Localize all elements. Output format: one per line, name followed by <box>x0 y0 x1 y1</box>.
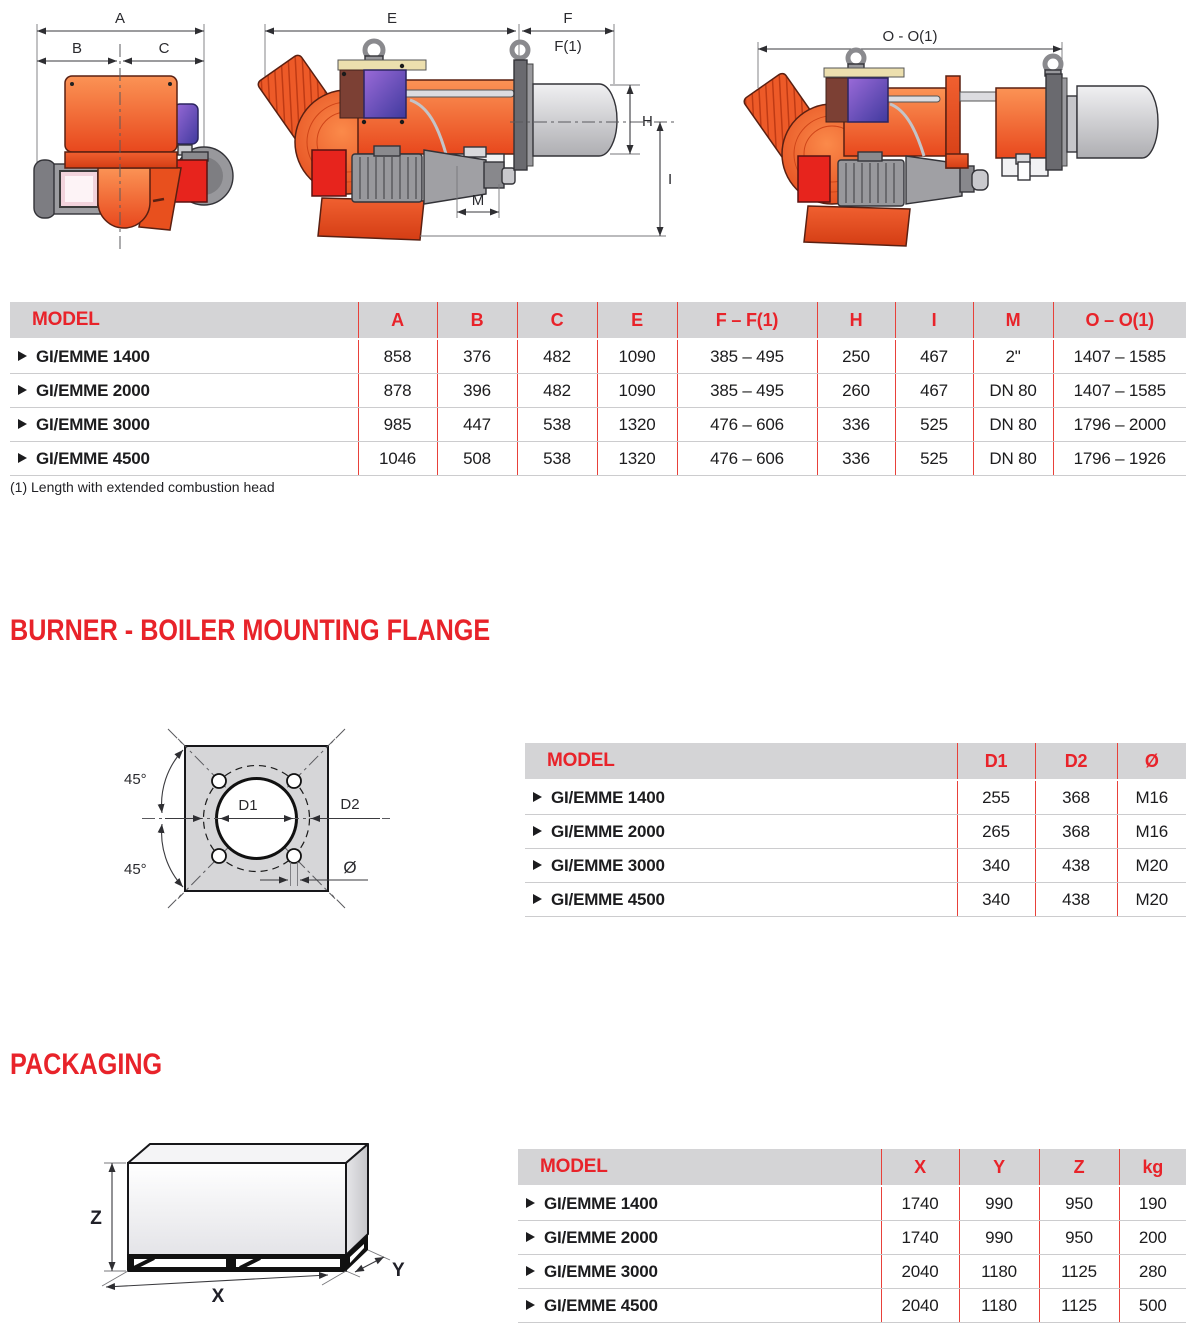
model-label: GI/EMME 1400 <box>544 1193 658 1213</box>
table-cell: 467 <box>895 339 973 374</box>
triangle-bullet-icon <box>18 453 27 463</box>
table-cell: 368 <box>1035 780 1117 815</box>
dim-label-b: B <box>71 40 83 57</box>
model-cell <box>525 883 957 917</box>
table-cell: 385 – 495 <box>677 374 817 408</box>
table-cell: 525 <box>895 442 973 476</box>
table-cell: 538 <box>517 442 597 476</box>
table-cell: DN 80 <box>973 408 1053 442</box>
dim-label-z: Z <box>90 1208 102 1229</box>
dimensions-table-wrap <box>10 302 1186 476</box>
table-cell: 385 – 495 <box>677 339 817 374</box>
table-cell: 1180 <box>959 1289 1039 1323</box>
triangle-bullet-icon <box>526 1266 535 1276</box>
column-header-b: B <box>437 302 517 339</box>
triangle-bullet-icon <box>526 1300 535 1310</box>
dim-label-e: E <box>386 10 398 27</box>
burner-front-view-drawing <box>22 4 247 259</box>
triangle-bullet-icon <box>533 860 542 870</box>
column-header-e: E <box>597 302 677 339</box>
table-row <box>10 408 1186 442</box>
triangle-bullet-icon <box>526 1232 535 1242</box>
table-cell: 482 <box>517 374 597 408</box>
model-label: GI/EMME 2000 <box>36 380 150 400</box>
table-cell: 1740 <box>881 1221 959 1255</box>
column-header-h: H <box>817 302 895 339</box>
table-cell: 1407 – 1585 <box>1053 374 1186 408</box>
table-cell: 190 <box>1119 1186 1186 1221</box>
model-cell <box>518 1255 881 1289</box>
table-cell: 508 <box>437 442 517 476</box>
dim-label-x: X <box>211 1286 225 1307</box>
triangle-bullet-icon <box>533 894 542 904</box>
triangle-bullet-icon <box>18 385 27 395</box>
model-cell <box>518 1289 881 1323</box>
table-cell: 340 <box>957 883 1035 917</box>
flange-table-wrap <box>525 743 1186 917</box>
table-cell: 280 <box>1119 1255 1186 1289</box>
table-cell: 1125 <box>1039 1289 1119 1323</box>
packaging-table-wrap <box>518 1149 1186 1323</box>
packaging-table <box>518 1149 1186 1323</box>
table-cell: 467 <box>895 374 973 408</box>
table-cell: 250 <box>817 339 895 374</box>
dimensions-table <box>10 302 1186 476</box>
table-cell: 1090 <box>597 339 677 374</box>
table-cell: 438 <box>1035 849 1117 883</box>
table-cell: M20 <box>1117 883 1186 917</box>
column-header-d2: D2 <box>1035 743 1117 780</box>
dim-label-m: M <box>471 192 485 209</box>
table-cell: 265 <box>957 815 1035 849</box>
table-cell: DN 80 <box>973 442 1053 476</box>
angle-label-top: 45° <box>124 771 147 788</box>
flange-table <box>525 743 1186 917</box>
table-cell: 538 <box>517 408 597 442</box>
model-label: GI/EMME 4500 <box>544 1295 658 1315</box>
column-header-a: A <box>358 302 437 339</box>
table-cell: 396 <box>437 374 517 408</box>
table-header-row <box>518 1149 1186 1186</box>
table-cell: 368 <box>1035 815 1117 849</box>
table-cell: 878 <box>358 374 437 408</box>
table-row <box>10 339 1186 374</box>
column-header-z: Z <box>1039 1149 1119 1186</box>
model-cell <box>525 815 957 849</box>
column-header-f: F – F(1) <box>677 302 817 339</box>
model-cell <box>10 442 358 476</box>
column-header-kg: kg <box>1119 1149 1186 1186</box>
table-header-row <box>10 302 1186 339</box>
table-cell: 1320 <box>597 442 677 476</box>
table-cell: 990 <box>959 1186 1039 1221</box>
model-cell <box>518 1186 881 1221</box>
table-cell: 1125 <box>1039 1255 1119 1289</box>
column-header-m: M <box>973 302 1053 339</box>
table-row <box>518 1289 1186 1323</box>
footnote: (1) Length with extended combustion head <box>10 479 275 495</box>
dim-label-c: C <box>158 40 170 57</box>
table-row <box>518 1221 1186 1255</box>
table-header-row <box>525 743 1186 780</box>
flange-section-title: BURNER - BOILER MOUNTING FLANGE <box>10 614 491 647</box>
table-cell: 858 <box>358 339 437 374</box>
table-row <box>10 442 1186 476</box>
dim-label-d1: D1 <box>238 797 258 814</box>
model-label: GI/EMME 3000 <box>544 1261 658 1281</box>
table-cell: 255 <box>957 780 1035 815</box>
column-header-model: MODEL <box>525 743 957 780</box>
dim-label-a: A <box>114 10 126 27</box>
table-row <box>525 849 1186 883</box>
column-header-model: MODEL <box>518 1149 881 1186</box>
table-cell: 1046 <box>358 442 437 476</box>
column-header-d1: D1 <box>957 743 1035 780</box>
column-header-y: Y <box>959 1149 1039 1186</box>
triangle-bullet-icon <box>526 1198 535 1208</box>
burner-extended-head-drawing <box>740 4 1190 259</box>
dim-label-f1: F(1) <box>554 38 582 55</box>
table-cell: 2040 <box>881 1289 959 1323</box>
column-header-c: C <box>517 302 597 339</box>
table-cell: 476 – 606 <box>677 408 817 442</box>
table-cell: 1320 <box>597 408 677 442</box>
table-cell: 200 <box>1119 1221 1186 1255</box>
triangle-bullet-icon <box>533 792 542 802</box>
column-header-x: X <box>881 1149 959 1186</box>
column-header-o: O – O(1) <box>1053 302 1186 339</box>
burner-front-body <box>34 76 233 230</box>
table-cell: 336 <box>817 442 895 476</box>
column-header-i: I <box>895 302 973 339</box>
triangle-bullet-icon <box>18 351 27 361</box>
table-row <box>525 780 1186 815</box>
column-header-diameter: Ø <box>1117 743 1186 780</box>
dim-label-f: F <box>563 10 573 27</box>
table-cell: 990 <box>959 1221 1039 1255</box>
table-cell: 950 <box>1039 1186 1119 1221</box>
table-cell: 376 <box>437 339 517 374</box>
table-cell: 1407 – 1585 <box>1053 339 1186 374</box>
angle-label-bottom: 45° <box>124 861 147 878</box>
burner-side-view-drawing <box>252 4 682 259</box>
table-row <box>518 1255 1186 1289</box>
table-row <box>10 374 1186 408</box>
dim-label-y: Y <box>392 1260 405 1281</box>
model-cell <box>10 374 358 408</box>
table-cell: M20 <box>1117 849 1186 883</box>
dim-label-i: I <box>668 171 673 188</box>
table-cell: 500 <box>1119 1289 1186 1323</box>
model-cell <box>10 408 358 442</box>
table-cell: DN 80 <box>973 374 1053 408</box>
table-cell: 1740 <box>881 1186 959 1221</box>
table-cell: 476 – 606 <box>677 442 817 476</box>
table-cell: 1796 – 1926 <box>1053 442 1186 476</box>
mounting-flange-diagram <box>50 712 440 924</box>
model-cell <box>525 780 957 815</box>
model-cell <box>525 849 957 883</box>
triangle-bullet-icon <box>18 419 27 429</box>
model-label: GI/EMME 2000 <box>544 1227 658 1247</box>
package-box <box>128 1144 368 1255</box>
table-cell: 525 <box>895 408 973 442</box>
table-cell: 482 <box>517 339 597 374</box>
model-label: GI/EMME 3000 <box>36 414 150 434</box>
table-row <box>525 815 1186 849</box>
table-cell: M16 <box>1117 780 1186 815</box>
model-label: GI/EMME 4500 <box>551 889 665 909</box>
model-label: GI/EMME 1400 <box>36 346 150 366</box>
table-cell: 336 <box>817 408 895 442</box>
dim-label-hole-diameter: Ø <box>343 858 357 877</box>
table-cell: 340 <box>957 849 1035 883</box>
table-cell: 1180 <box>959 1255 1039 1289</box>
table-row <box>518 1186 1186 1221</box>
model-label: GI/EMME 3000 <box>551 855 665 875</box>
packaging-section-title: PACKAGING <box>10 1048 163 1081</box>
table-cell: 1796 – 2000 <box>1053 408 1186 442</box>
table-cell: 2040 <box>881 1255 959 1289</box>
table-cell: 950 <box>1039 1221 1119 1255</box>
dim-label-h: H <box>642 113 653 130</box>
model-label: GI/EMME 1400 <box>551 787 665 807</box>
table-cell: 2" <box>973 339 1053 374</box>
burner-side-body <box>256 41 617 240</box>
model-cell <box>518 1221 881 1255</box>
model-label: GI/EMME 4500 <box>36 448 150 468</box>
table-cell: 260 <box>817 374 895 408</box>
table-cell: 447 <box>437 408 517 442</box>
table-cell: 438 <box>1035 883 1117 917</box>
table-cell: 985 <box>358 408 437 442</box>
packaging-box-diagram <box>58 1118 463 1329</box>
table-cell: M16 <box>1117 815 1186 849</box>
table-cell: 1090 <box>597 374 677 408</box>
model-cell <box>10 339 358 374</box>
dim-label-d2: D2 <box>340 796 360 813</box>
triangle-bullet-icon <box>533 826 542 836</box>
model-label: GI/EMME 2000 <box>551 821 665 841</box>
column-header-model: MODEL <box>10 302 358 339</box>
table-row <box>525 883 1186 917</box>
dim-label-o: O - O(1) <box>882 28 938 45</box>
burner-extended-body <box>742 50 1158 246</box>
